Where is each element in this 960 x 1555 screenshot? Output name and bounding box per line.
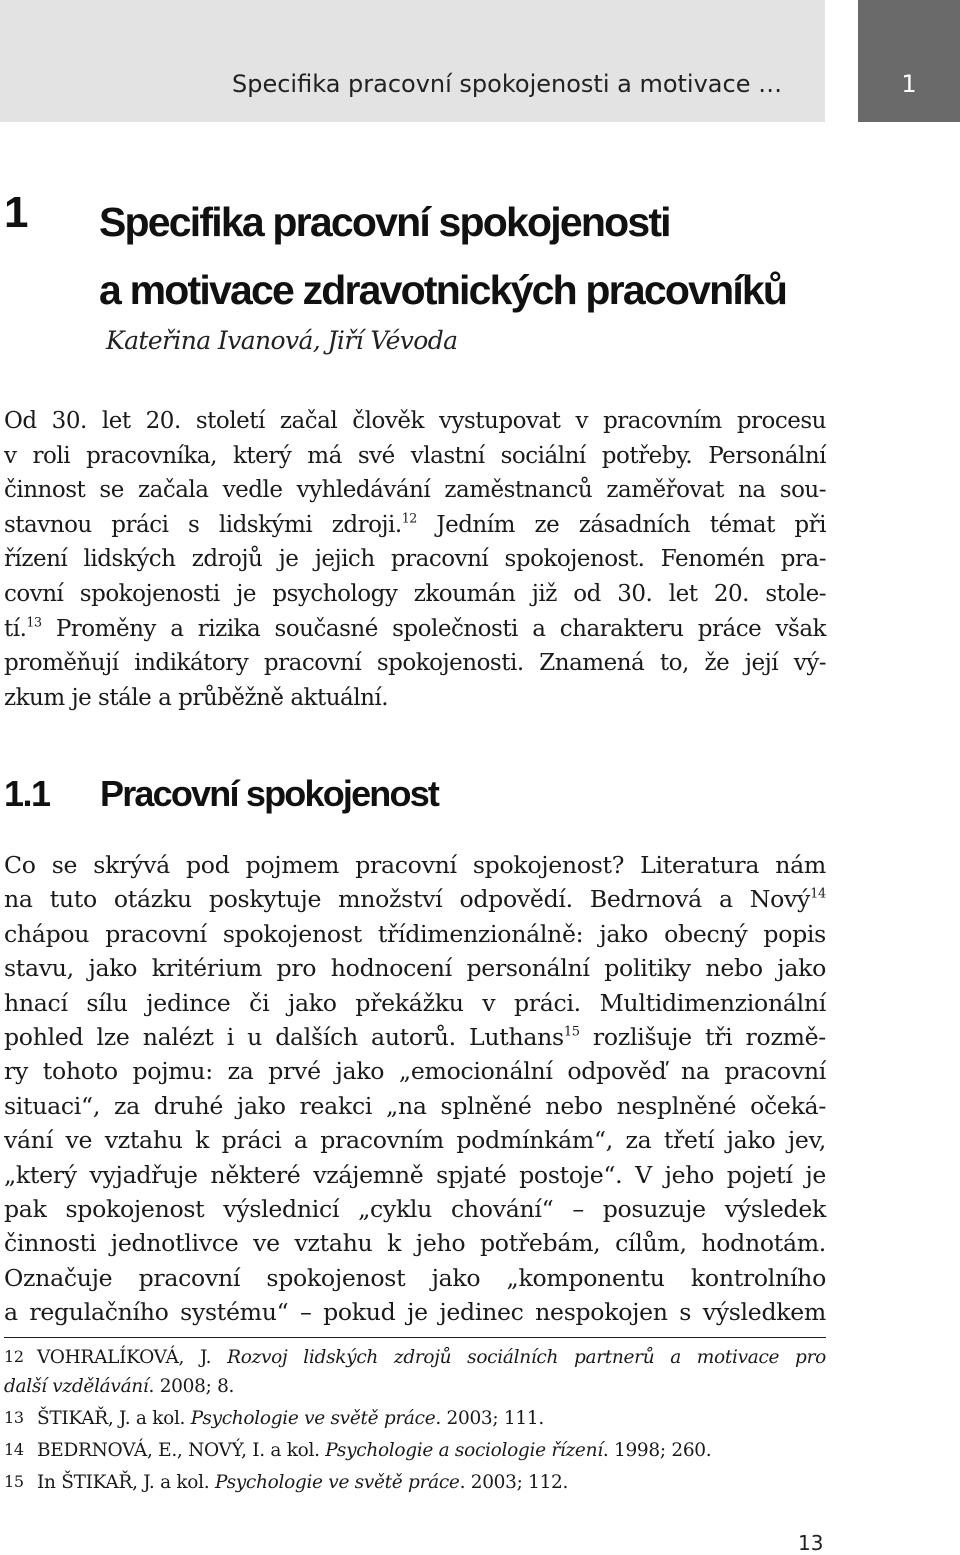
footnote-author: In ŠTIKAŘ, J. a kol.: [37, 1472, 210, 1493]
text-line: hnací sílu jedince či jako překážku v práci. Multidimenzionální: [4, 988, 826, 1017]
footnote-source: . 2003; 112.: [459, 1472, 569, 1493]
footnote-number: 12: [4, 1347, 24, 1366]
chapter-authors: Kateřina Ivanová, Jiří Vévoda: [106, 326, 458, 355]
footnote-separator: [4, 1337, 826, 1338]
text-fragment: Proměny a rizika současné společnosti a charakteru práce však: [41, 615, 826, 642]
text-line: stavu, jako kritérium pro hodnocení personální politiky nebo jako: [4, 954, 826, 983]
footnote-source: . 2008; 8.: [148, 1376, 235, 1397]
footnote: [4, 1467, 826, 1497]
footnote-line: [4, 1372, 826, 1401]
footnote-ref: 13: [26, 614, 42, 630]
text-fragment: rozlišuje tři rozmě-: [579, 1022, 826, 1051]
footnote: [4, 1435, 826, 1465]
text-line: covní spokojenosti je psychology zkoumán již od 30. let 20. stole-: [4, 580, 826, 607]
footnote-line: [4, 1403, 826, 1433]
text-fragment: stavnou práci s lidskými zdroji.: [4, 511, 402, 538]
text-line: Co se skrývá pod pojmem pracovní spokojenost? Literatura nám: [4, 851, 826, 879]
page-number: 13: [798, 1531, 824, 1555]
text-fragment: Jedním ze zásadních témat při: [416, 511, 826, 538]
footnote-line: [4, 1435, 826, 1465]
chapter-number: 1: [4, 188, 28, 237]
chapter-tab: [858, 0, 960, 122]
footnote-number: 14: [4, 1440, 24, 1459]
footnote-line: [4, 1467, 826, 1497]
footnote-author: BEDRNOVÁ, E., NOVÝ, I. a kol.: [37, 1440, 320, 1461]
running-title: Specifika pracovní spokojenosti a motivace …: [232, 70, 783, 98]
text-line: [4, 882, 826, 916]
text-line: proměňují indikátory pracovní spokojenosti. Znamená to, že její vý-: [4, 650, 826, 677]
text-line: [4, 508, 826, 543]
footnote-title: Psychologie a sociologie řízení: [325, 1440, 603, 1461]
text-line: [4, 1020, 826, 1054]
text-fragment: pohled lze nalézt i u dalších autorů. Luthans: [4, 1022, 564, 1051]
text-line: chápou pracovní spokojenost třídimenzionálně: jako obecný popis: [4, 919, 826, 948]
text-line: ry tohoto pojmu: za prvé jako „emocionální odpověď na pracovní: [4, 1057, 826, 1086]
text-line: Označuje pracovní spokojenost jako „komponentu kontrolního: [4, 1263, 826, 1292]
text-fragment: na tuto otázku poskytuje množství odpovědí. Bedrnová a Nový: [4, 885, 811, 914]
footnote-title: Psychologie ve světě práce: [190, 1408, 436, 1429]
text-line: vání ve vztahu k práci a pracovním podmínkám“, za třetí jako jev,: [4, 1126, 826, 1155]
footnote-title: Psychologie ve světě práce: [214, 1472, 460, 1493]
footnote-title: Rozvoj lidských zdrojů sociálních partnerů a motivace pro: [227, 1347, 826, 1368]
text-line: zkum je stále a průběžně aktuální.: [4, 684, 389, 711]
text-line: v roli pracovníka, který má své vlastní sociální potřeby. Personální: [4, 442, 826, 469]
text-line: situaci“, za druhé jako reakci „na splněné nebo nesplněné očeká-: [4, 1091, 826, 1120]
chapter-title-line: Specifika pracovní spokojenosti: [99, 199, 670, 245]
text-line: a regulačního systému“ – pokud je jedinec nespokojen s výsledkem: [4, 1298, 826, 1327]
text-line: pak spokojenost výslednicí „cyklu chování“ – posuzuje výsledek: [4, 1194, 826, 1223]
chapter-title: [99, 188, 819, 324]
footnote-line: [4, 1342, 826, 1372]
footnote: [4, 1342, 826, 1401]
footnote-source: . 2003; 111.: [435, 1408, 544, 1429]
text-line: [4, 612, 826, 647]
footnote-number: 15: [4, 1472, 24, 1491]
section-paragraph: [4, 848, 826, 1329]
running-header: [0, 0, 825, 122]
section-number: 1.1: [4, 773, 50, 814]
section-title: Pracovní spokojenost: [100, 773, 439, 814]
footnote-source: . 1998; 260.: [602, 1440, 712, 1461]
footnote-ref: 14: [810, 886, 826, 902]
footnote-number: 13: [4, 1408, 24, 1427]
footnotes: [4, 1342, 826, 1497]
intro-paragraph: [4, 404, 826, 715]
footnote-ref: 12: [401, 510, 417, 526]
text-line: „který vyjadřuje některé vzájemně spjaté postoje“. V jeho pojetí je: [4, 1160, 826, 1189]
footnote-title: další vzdělávání: [4, 1376, 149, 1397]
text-line: činnost se začala vedle vyhledávání zaměstnanců zaměřovat na sou-: [4, 477, 826, 504]
chapter-title-line: a motivace zdravotnických pracovníků: [99, 267, 787, 313]
text-fragment: tí.: [4, 615, 27, 642]
footnote-author: VOHRALÍKOVÁ, J.: [37, 1347, 212, 1368]
text-line: Od 30. let 20. století začal člověk vystupovat v pracovním procesu: [4, 408, 826, 434]
footnote-ref: 15: [563, 1024, 580, 1040]
footnote: [4, 1403, 826, 1433]
chapter-tab-number: 1: [901, 70, 917, 98]
footnote-author: ŠTIKAŘ, J. a kol.: [37, 1408, 186, 1429]
text-line: řízení lidských zdrojů je jejich pracovní spokojenost. Fenomén pra-: [4, 546, 826, 573]
text-line: činnosti jednotlivce ve vztahu k jeho potřebám, cílům, hodnotám.: [4, 1229, 826, 1258]
